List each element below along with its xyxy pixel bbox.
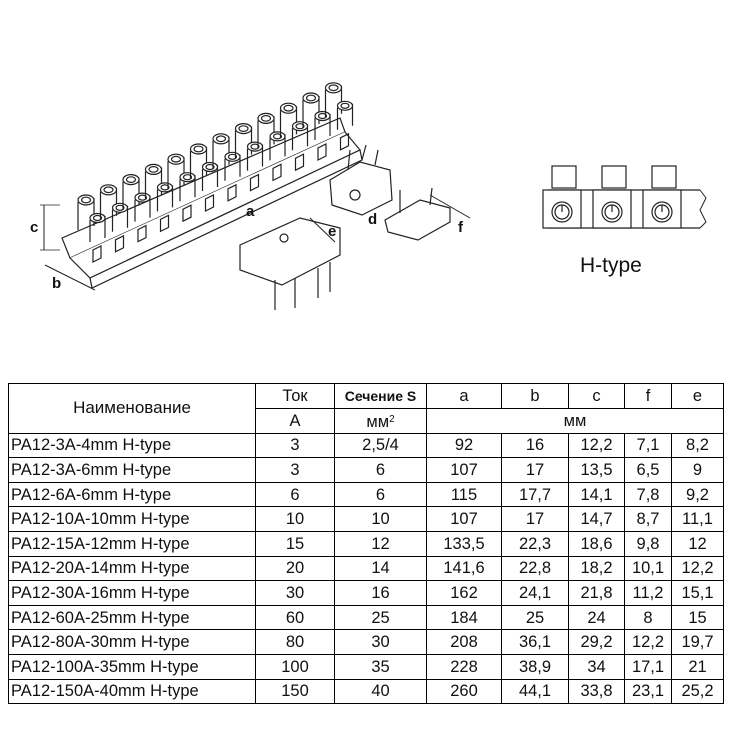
cell-c: 24 bbox=[569, 605, 625, 630]
cell-a: 133,5 bbox=[427, 531, 502, 556]
cell-a: 260 bbox=[427, 679, 502, 704]
cell-name: PA12-20A-14mm H-type bbox=[9, 556, 256, 581]
h-type-label: H-type bbox=[580, 254, 642, 277]
cell-c: 21,8 bbox=[569, 581, 625, 606]
cell-e: 9,2 bbox=[672, 482, 724, 507]
cell-c: 34 bbox=[569, 654, 625, 679]
table-row bbox=[9, 433, 724, 458]
specification-table bbox=[8, 383, 724, 704]
cell-name: PA12-150A-40mm H-type bbox=[9, 679, 256, 704]
header-e: e bbox=[672, 384, 724, 409]
header-current-unit: А bbox=[256, 408, 335, 433]
cell-b: 16 bbox=[502, 433, 569, 458]
table-row bbox=[9, 605, 724, 630]
cell-name: PA12-6A-6mm H-type bbox=[9, 482, 256, 507]
cell-a: 92 bbox=[427, 433, 502, 458]
cell-current: 10 bbox=[256, 507, 335, 532]
cell-section: 25 bbox=[335, 605, 427, 630]
terminal-block-drawing bbox=[0, 0, 737, 330]
cell-e: 12 bbox=[672, 531, 724, 556]
cell-f: 6,5 bbox=[625, 458, 672, 483]
table-row bbox=[9, 679, 724, 704]
table-row bbox=[9, 581, 724, 606]
header-f: f bbox=[625, 384, 672, 409]
cell-b: 22,3 bbox=[502, 531, 569, 556]
cell-b: 17 bbox=[502, 458, 569, 483]
cell-c: 18,6 bbox=[569, 531, 625, 556]
cell-b: 44,1 bbox=[502, 679, 569, 704]
cell-current: 150 bbox=[256, 679, 335, 704]
cell-a: 184 bbox=[427, 605, 502, 630]
cell-f: 7,1 bbox=[625, 433, 672, 458]
header-a: a bbox=[427, 384, 502, 409]
cell-f: 23,1 bbox=[625, 679, 672, 704]
dimension-c-label: c bbox=[30, 219, 39, 236]
dimension-a-label: a bbox=[246, 203, 255, 220]
cell-c: 14,7 bbox=[569, 507, 625, 532]
header-section: Сечение S bbox=[335, 384, 427, 409]
cell-current: 80 bbox=[256, 630, 335, 655]
cell-section: 40 bbox=[335, 679, 427, 704]
cell-e: 9 bbox=[672, 458, 724, 483]
cell-a: 107 bbox=[427, 507, 502, 532]
cell-name: PA12-80A-30mm H-type bbox=[9, 630, 256, 655]
cell-section: 16 bbox=[335, 581, 427, 606]
cell-name: PA12-15A-12mm H-type bbox=[9, 531, 256, 556]
cell-e: 15,1 bbox=[672, 581, 724, 606]
cell-b: 17 bbox=[502, 507, 569, 532]
cell-f: 11,2 bbox=[625, 581, 672, 606]
header-c: c bbox=[569, 384, 625, 409]
cell-section: 35 bbox=[335, 654, 427, 679]
dimension-e-label: e bbox=[328, 223, 337, 240]
header-dims-unit: мм bbox=[427, 408, 724, 433]
header-b: b bbox=[502, 384, 569, 409]
cell-a: 107 bbox=[427, 458, 502, 483]
cell-c: 18,2 bbox=[569, 556, 625, 581]
table-row bbox=[9, 654, 724, 679]
cell-current: 3 bbox=[256, 433, 335, 458]
dimension-d-label: d bbox=[368, 211, 378, 228]
cell-name: PA12-30A-16mm H-type bbox=[9, 581, 256, 606]
cell-a: 208 bbox=[427, 630, 502, 655]
dimension-f-label: f bbox=[458, 219, 463, 236]
cell-section: 30 bbox=[335, 630, 427, 655]
header-section-unit: $мм^2$ bbox=[335, 408, 427, 433]
table-row bbox=[9, 482, 724, 507]
table-row bbox=[9, 458, 724, 483]
cell-current: 15 bbox=[256, 531, 335, 556]
cell-b: 22,8 bbox=[502, 556, 569, 581]
cell-c: 12,2 bbox=[569, 433, 625, 458]
cell-name: PA12-3A-4mm H-type bbox=[9, 433, 256, 458]
cell-e: 11,1 bbox=[672, 507, 724, 532]
cell-e: 12,2 bbox=[672, 556, 724, 581]
cell-f: 9,8 bbox=[625, 531, 672, 556]
cell-current: 60 bbox=[256, 605, 335, 630]
cell-c: 29,2 bbox=[569, 630, 625, 655]
cell-name: PA12-10A-10mm H-type bbox=[9, 507, 256, 532]
cell-current: 6 bbox=[256, 482, 335, 507]
cell-e: 21 bbox=[672, 654, 724, 679]
cell-name: PA12-60A-25mm H-type bbox=[9, 605, 256, 630]
dimension-b-label: b bbox=[52, 275, 62, 292]
cell-f: 7,8 bbox=[625, 482, 672, 507]
cell-current: 100 bbox=[256, 654, 335, 679]
cell-c: 33,8 bbox=[569, 679, 625, 704]
cell-f: 8 bbox=[625, 605, 672, 630]
table-row bbox=[9, 531, 724, 556]
cell-f: 8,7 bbox=[625, 507, 672, 532]
table-row bbox=[9, 507, 724, 532]
cell-e: 15 bbox=[672, 605, 724, 630]
cell-a: 162 bbox=[427, 581, 502, 606]
cell-current: 3 bbox=[256, 458, 335, 483]
cell-section: 6 bbox=[335, 458, 427, 483]
cell-section: 10 bbox=[335, 507, 427, 532]
cell-a: 141,6 bbox=[427, 556, 502, 581]
cell-b: 17,7 bbox=[502, 482, 569, 507]
cell-a: 228 bbox=[427, 654, 502, 679]
cell-name: PA12-100A-35mm H-type bbox=[9, 654, 256, 679]
cell-f: 12,2 bbox=[625, 630, 672, 655]
header-current: Ток bbox=[256, 384, 335, 409]
cell-b: 24,1 bbox=[502, 581, 569, 606]
cell-e: 19,7 bbox=[672, 630, 724, 655]
cell-c: 14,1 bbox=[569, 482, 625, 507]
cell-section: 2,5/4 bbox=[335, 433, 427, 458]
cell-e: 8,2 bbox=[672, 433, 724, 458]
cell-b: 38,9 bbox=[502, 654, 569, 679]
cell-section: 14 bbox=[335, 556, 427, 581]
cell-c: 13,5 bbox=[569, 458, 625, 483]
cell-current: 20 bbox=[256, 556, 335, 581]
cell-current: 30 bbox=[256, 581, 335, 606]
cell-b: 36,1 bbox=[502, 630, 569, 655]
cell-e: 25,2 bbox=[672, 679, 724, 704]
cell-f: 10,1 bbox=[625, 556, 672, 581]
cell-section: 6 bbox=[335, 482, 427, 507]
table-row bbox=[9, 630, 724, 655]
table-row bbox=[9, 556, 724, 581]
header-name: Наименование bbox=[9, 384, 256, 434]
cell-f: 17,1 bbox=[625, 654, 672, 679]
cell-a: 115 bbox=[427, 482, 502, 507]
cell-b: 25 bbox=[502, 605, 569, 630]
cell-section: 12 bbox=[335, 531, 427, 556]
cell-name: PA12-3A-6mm H-type bbox=[9, 458, 256, 483]
